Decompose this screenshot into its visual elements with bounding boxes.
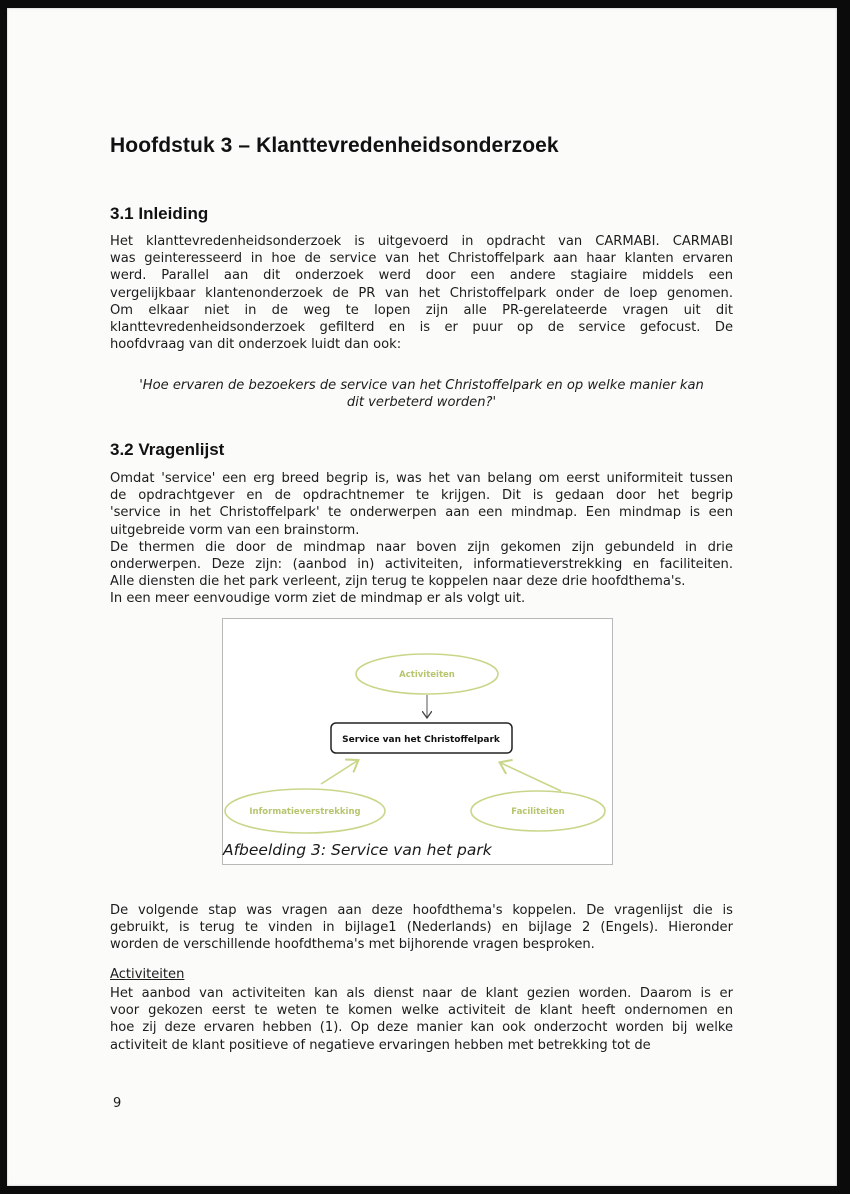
center-node-label: Service van het Christoffelpark (342, 735, 500, 745)
arrow-left (321, 761, 357, 784)
arrow-right (501, 763, 561, 791)
text-line: worden de verschillende hoofdthema's met bijhorende vragen besproken. (110, 937, 595, 953)
text-line: De thermen die door de mindmap naar boven zijn gekomen zijn gebundeld in drie (110, 539, 733, 555)
text-line: Omdat 'service' een erg breed begrip is, was het van belang om eerst uniformiteit tussen (110, 471, 733, 486)
quote-line: 'Hoe ervaren de bezoekers de service van het Christoffelpark en op welke manier kan (139, 378, 704, 393)
node-informatieverstrekking-label: Informatieverstrekking (249, 807, 361, 817)
node-faciliteiten-label: Faciliteiten (511, 807, 565, 817)
subheading-activiteiten: Activiteiten (110, 967, 185, 982)
figure-caption: Afbeelding 3: Service van het park (223, 841, 492, 859)
text-line: gebruikt, is terug te vinden in bijlage1 (Nederlands) en bijlage 2 (Engels). Hieronder (110, 920, 733, 936)
text-line: vergelijkbaar klantenonderzoek de PR van het Christoffelpark onder de loep genomen. (110, 285, 733, 301)
text-line: hoofdvraag van dit onderzoek luidt dan ook: (110, 337, 402, 353)
node-activiteiten-label: Activiteiten (399, 670, 455, 680)
mindmap-figure (222, 618, 613, 865)
text-line: De volgende stap was vragen aan deze hoofdthema's koppelen. De vragenlijst die is (110, 903, 733, 918)
quote-line: dit verbeterd worden?' (346, 395, 497, 410)
text-line: onderwerpen. Deze zijn: (aanbod in) activiteiten, informatieverstrekking en faciliteiten. (110, 557, 733, 573)
text-line: klanttevredenheidsonderzoek gefilterd en is er puur op de service gefocust. De (110, 320, 733, 336)
section-heading-inleiding: 3.1 Inleiding (110, 204, 209, 223)
chapter-title: Hoofdstuk 3 – Klanttevredenheidsonderzoek (110, 134, 559, 157)
text-line: uitgebreide vorm van een brainstorm. (110, 522, 360, 538)
section-1-paragraph (110, 233, 733, 353)
research-question-quote (110, 377, 733, 411)
section-2-paragraph (110, 470, 733, 608)
text-line: voor gekozen eerst te weten te komen welke activiteit de klant heeft ondernomen en (110, 1003, 733, 1019)
text-line: hoe zij deze ervaren hebben (1). Op deze manier kan ook onderzocht worden bij welke (110, 1020, 733, 1036)
text-line: werd. Parallel aan dit onderzoek werd door een andere stagiaire middels een (110, 268, 733, 284)
mindmap-diagram (223, 619, 612, 864)
text-line: Het klanttevredenheidsonderzoek is uitgevoerd in opdracht van CARMABI. CARMABI (110, 234, 733, 249)
text-line: In een meer eenvoudige vorm ziet de mindmap er als volgt uit. (110, 591, 526, 607)
text-line: 'service in het Christoffelpark' te onderwerpen aan een mindmap. Een mindmap is een (110, 505, 733, 521)
text-line: was geinteresseerd in hoe de service van het Christoffelpark aan haar klanten ervaren (110, 251, 733, 267)
activiteiten-paragraph (110, 985, 733, 1054)
text-line: Om elkaar niet in de weg te lopen zijn alle PR-gerelateerde vragen uit dit (110, 302, 733, 318)
text-line: Alle diensten die het park verleent, zijn terug te koppelen naar deze drie hoofdthema's. (110, 574, 686, 590)
text-line: activiteit de klant positieve of negatieve ervaringen hebben met betrekking tot de (110, 1037, 651, 1053)
text-line: de opdrachtgever en de opdrachtnemer te krijgen. Dit is gedaan door het begrip (110, 488, 733, 504)
section-heading-vragenlijst: 3.2 Vragenlijst (110, 440, 225, 459)
after-figure-paragraph (110, 902, 733, 954)
text-line: Het aanbod van activiteiten kan als dienst naar de klant gezien worden. Daarom is er (110, 986, 733, 1001)
page-number: 9 (113, 1096, 122, 1111)
